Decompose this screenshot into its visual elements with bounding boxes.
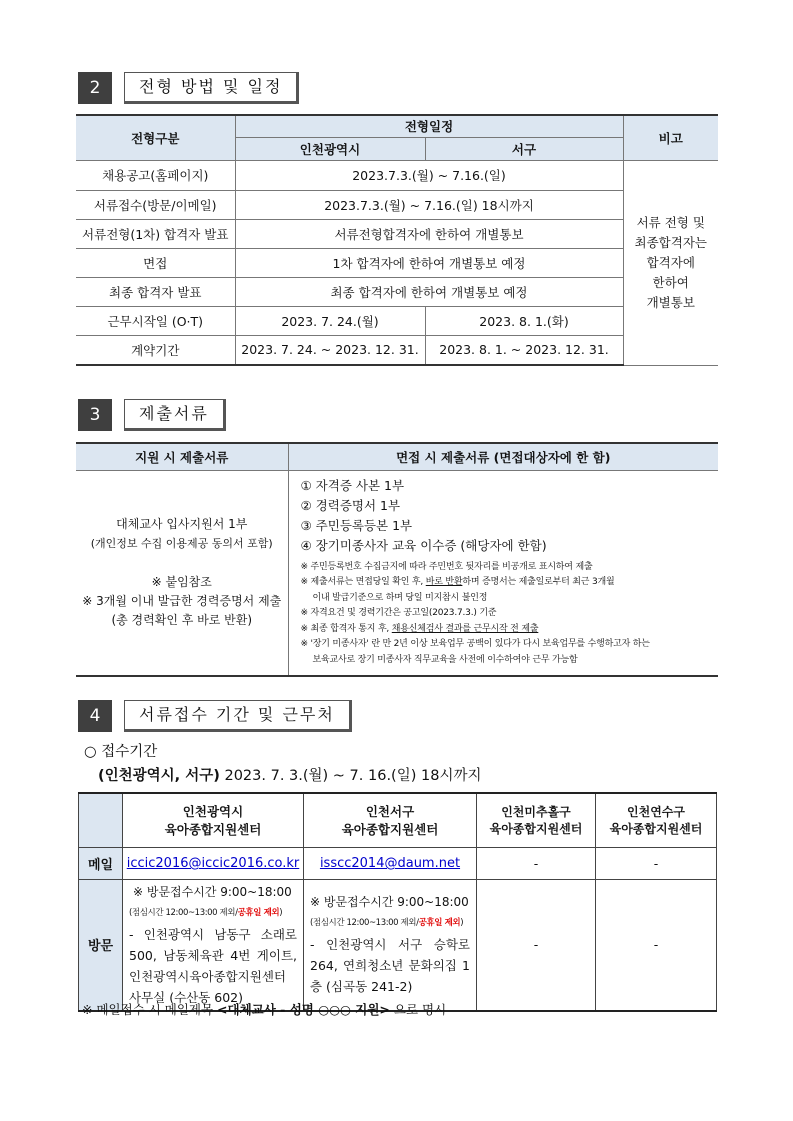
- schedule-table: [76, 114, 718, 366]
- section-title: 서류접수 기간 및 근무처: [124, 700, 352, 732]
- section-number: 2: [78, 72, 112, 104]
- period-regions: (인천광역시, 서구): [98, 768, 220, 784]
- center-header: 인천서구 육아종합지원센터: [304, 793, 477, 847]
- section-number: 4: [78, 700, 112, 732]
- row-date: 서류전형합격자에 한하여 개별통보: [235, 219, 623, 248]
- row-date: 2023.7.3.(월) ~ 7.16.(일): [235, 160, 623, 190]
- mail-michuhol: -: [477, 847, 596, 879]
- center-header: 인천광역시 육아종합지원센터: [123, 793, 304, 847]
- header-interview-docs: 면접 시 제출서류 (면접대상자에 한 함): [288, 443, 718, 470]
- row-date: 최종 합격자에 한하여 개별통보 예정: [235, 277, 623, 306]
- documents-table: [76, 442, 718, 677]
- note-line: 개별통보: [646, 294, 695, 310]
- header-note: 비고: [623, 115, 718, 160]
- row-type: 채용공고(홈페이지): [76, 160, 235, 190]
- email-link-incheon[interactable]: iccic2016@iccic2016.co.kr: [126, 856, 300, 871]
- row-type: 면접: [76, 248, 235, 277]
- section-title: 제출서류: [124, 399, 226, 431]
- interview-item: ① 자격증 사본 1부: [300, 477, 405, 493]
- row-date: 2023.7.3.(월) ~ 7.16.(일) 18시까지: [235, 190, 623, 219]
- mail-seogu: [304, 847, 477, 879]
- note-line: 합격자에: [646, 254, 695, 270]
- corner-cell: [79, 793, 123, 847]
- apply-docs-cell: [76, 470, 288, 676]
- header-type: 전형구분: [76, 115, 235, 160]
- interview-item: ② 경력증명서 1부: [300, 497, 401, 513]
- row-type: 서류전형(1차) 합격자 발표: [76, 219, 235, 248]
- mail-yeonsu: -: [596, 847, 717, 879]
- notes: [301, 560, 707, 669]
- apply-sub: (개인정보 수집 이용제공 동의서 포함): [90, 537, 273, 551]
- visit-label: 방문: [79, 879, 123, 1011]
- row-date: 1차 합격자에 한하여 개별통보 예정: [235, 248, 623, 277]
- note: ※ '장기 미종사자' 란 만 2년 이상 보육업무 공백이 있다가 다시 보육업무를 수행하고자 하는: [300, 639, 650, 649]
- note: ※ 최종 합격자 통지 후, 채용신체검사 결과를 근무시작 전 제출: [300, 623, 539, 634]
- note-cell: [623, 160, 718, 365]
- note: ※ 주민등록번호 수집금지에 따라 주민번호 뒷자리를 비공개로 표시하여 제출: [300, 561, 593, 572]
- row-date-seogu: 2023. 8. 1.(화): [425, 306, 623, 335]
- period-dates: 2023. 7. 3.(월) ~ 7. 16.(일) 18시까지: [224, 768, 482, 784]
- visit-michuhol: -: [477, 879, 596, 1011]
- section-title: 전형 방법 및 일정: [124, 72, 299, 104]
- center-header: 인천미추홀구 육아종합지원센터: [477, 793, 596, 847]
- center-header: 인천연수구 육아종합지원센터: [596, 793, 717, 847]
- row-type: 최종 합격자 발표: [76, 277, 235, 306]
- apply-main: 대체교사 입사지원서 1부: [116, 517, 248, 532]
- mail-label: 메일: [79, 847, 123, 879]
- reception-table: [78, 792, 717, 1012]
- apply-career-sub: (총 경력확인 후 바로 반환): [111, 613, 253, 628]
- note-line: 최종합격자는: [634, 234, 707, 250]
- footer-note: ※ 메일접수 시 메일제목 <대체교사 - 성명 ○○○ 지원> 으로 명시: [82, 1002, 447, 1017]
- row-date-incheon: 2023. 7. 24. ~ 2023. 12. 31.: [235, 335, 425, 365]
- apply-career: ※ 3개월 이내 발급한 경력증명서 제출: [82, 594, 282, 609]
- note: 보육교사로 장기 미종사자 직무교육을 사전에 이수하여야 근무 가능함: [312, 654, 578, 665]
- interview-docs-cell: [288, 470, 718, 676]
- row-date-incheon: 2023. 7. 24.(월): [235, 306, 425, 335]
- header-incheon: 인천광역시: [235, 137, 425, 160]
- note-line: 한하여: [652, 274, 689, 290]
- header-apply-docs: 지원 시 제출서류: [76, 443, 288, 470]
- visit-yeonsu: -: [596, 879, 717, 1011]
- interview-item: ③ 주민등록등본 1부: [300, 517, 413, 533]
- row-date-seogu: 2023. 8. 1. ~ 2023. 12. 31.: [425, 335, 623, 365]
- mail-incheon: [123, 847, 304, 879]
- visit-incheon: ※ 방문접수시간 9:00~18:00 (점심시간 12:00~13:00 제외/공휴일 제외) - 인천광역시 남동구 소래로 500, 남동체육관 4번 게이트, 인천광역시육아종합지원센터 사무실 (수산동 602): [123, 879, 304, 1011]
- header-seogu: 서구: [425, 137, 623, 160]
- visit-seogu: ※ 방문접수시간 9:00~18:00 (점심시간 12:00~13:00 제외/공휴일 제외) - 인천광역시 서구 승학로 264, 연희청소년 문화의집 1층 (심곡동 241-2): [304, 879, 477, 1011]
- email-link-seogu[interactable]: isscc2014@daum.net: [319, 856, 461, 871]
- row-type: 근무시작일 (O·T): [76, 306, 235, 335]
- reception-period: [98, 764, 481, 785]
- row-type: 계약기간: [76, 335, 235, 365]
- section-number: 3: [78, 399, 112, 431]
- row-type: 서류접수(방문/이메일): [76, 190, 235, 219]
- header-schedule: 전형일정: [235, 115, 623, 137]
- reception-bullet: ○ 접수기간: [84, 744, 158, 760]
- note: ※ 제출서류는 면접당일 확인 후, 바로 반환하며 증명서는 제출일로부터 최근 3개월: [300, 577, 615, 587]
- note: ※ 자격요건 및 경력기간은 공고일(2023.7.3.) 기준: [300, 608, 497, 618]
- note: 이내 발급기준으로 하며 당일 미지참시 불인정: [312, 592, 488, 603]
- note-line: 서류 전형 및: [636, 214, 705, 230]
- apply-ref: ※ 붙임참조: [151, 575, 212, 590]
- interview-item: ④ 장기미종사자 교육 이수증 (해당자에 한함): [300, 537, 547, 553]
